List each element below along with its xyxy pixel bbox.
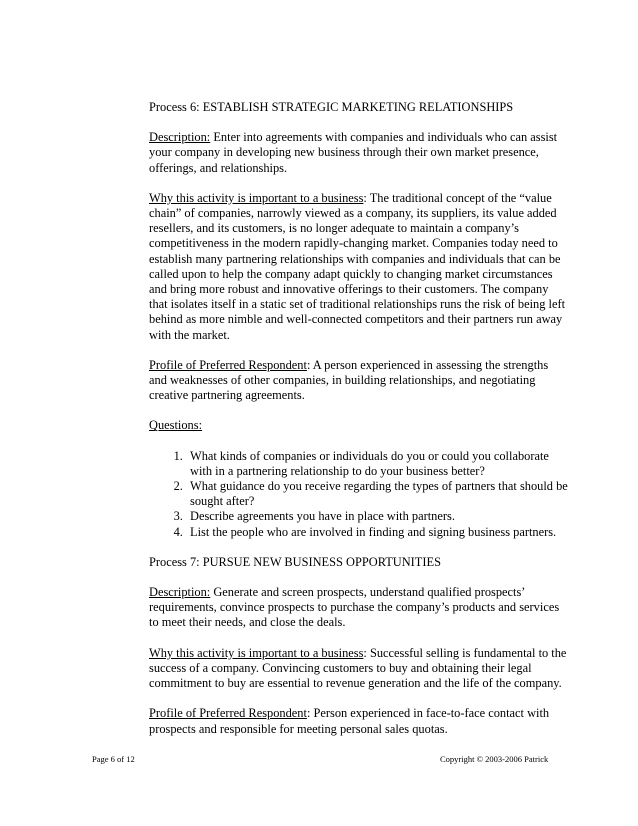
questions-list: [149, 449, 569, 540]
why-text: : The traditional concept of the “value chain” of companies, narrowly viewed as a company, its suppliers, its value added resellers, and its customers, is no longer adequate to maintain a company’s competitiveness in the modern rapidly-changing market. Companies today need to establish many partnering relationships with companies and individuals that can be called upon to help the company adapt quickly to changing market circumstances and bring more robust and innovative offerings to their customers. The company that isolates itself in a static set of traditional relationships runs the risk of being left behind as more nimble and well-connected competitors and their partners run away with the market.: [149, 190, 566, 342]
copyright-notice: Copyright © 2003-2006 Patrick: [440, 754, 549, 764]
profile-label: Profile of Preferred Respondent: [149, 706, 307, 721]
why-text: : Successful selling is fundamental to the success of a company. Convincing customers to buy and obtaining their legal commitment to buy are essential to revenue generation and the life of the company.: [149, 645, 567, 691]
process-7-why: [149, 646, 569, 692]
process-7-description: [149, 585, 569, 631]
question-item: 2. What guidance do you receive regarding the types of partners that should be sought after?: [186, 479, 569, 509]
page-content: [149, 100, 569, 752]
description-text: Generate and screen prospects, understand qualified prospects’ requirements, convince prospects to purchase the company’s products and services to meet their needs, and close the deals.: [149, 585, 560, 630]
question-item: 4. List the people who are involved in finding and signing business partners.: [186, 525, 569, 540]
question-item: 1. What kinds of companies or individuals do you or could you collaborate with in a partnering relationship to do your business better?: [186, 449, 569, 479]
profile-text: : Person experienced in face-to-face contact with prospects and responsible for meeting personal sales quotas.: [149, 706, 550, 736]
process-7-profile: [149, 706, 569, 736]
process-6-description: [149, 130, 569, 176]
process-6-heading: Process 6: ESTABLISH STRATEGIC MARKETING RELATIONSHIPS: [149, 100, 514, 114]
page-number: Page 6 of 12: [92, 754, 135, 764]
profile-label: Profile of Preferred Respondent: [149, 357, 307, 372]
question-item: 3. Describe agreements you have in place with partners.: [186, 509, 569, 524]
profile-text: : A person experienced in assessing the strengths and weaknesses of other companies, in building relationships, and negotiating creative partnering agreements.: [149, 357, 549, 403]
questions-label: Questions:: [149, 418, 203, 433]
description-label: Description:: [149, 585, 211, 600]
why-label: Why this activity is important to a business: [149, 645, 364, 660]
process-6-why: [149, 191, 569, 343]
process-6-profile: [149, 358, 569, 404]
description-label: Description:: [149, 130, 211, 145]
process-7-heading: Process 7: PURSUE NEW BUSINESS OPPORTUNITIES: [149, 554, 441, 569]
description-text: Enter into agreements with companies and individuals who can assist your company in developing new business through their own market presence, offerings, and relationships.: [149, 130, 558, 175]
why-label: Why this activity is important to a business: [149, 190, 364, 205]
